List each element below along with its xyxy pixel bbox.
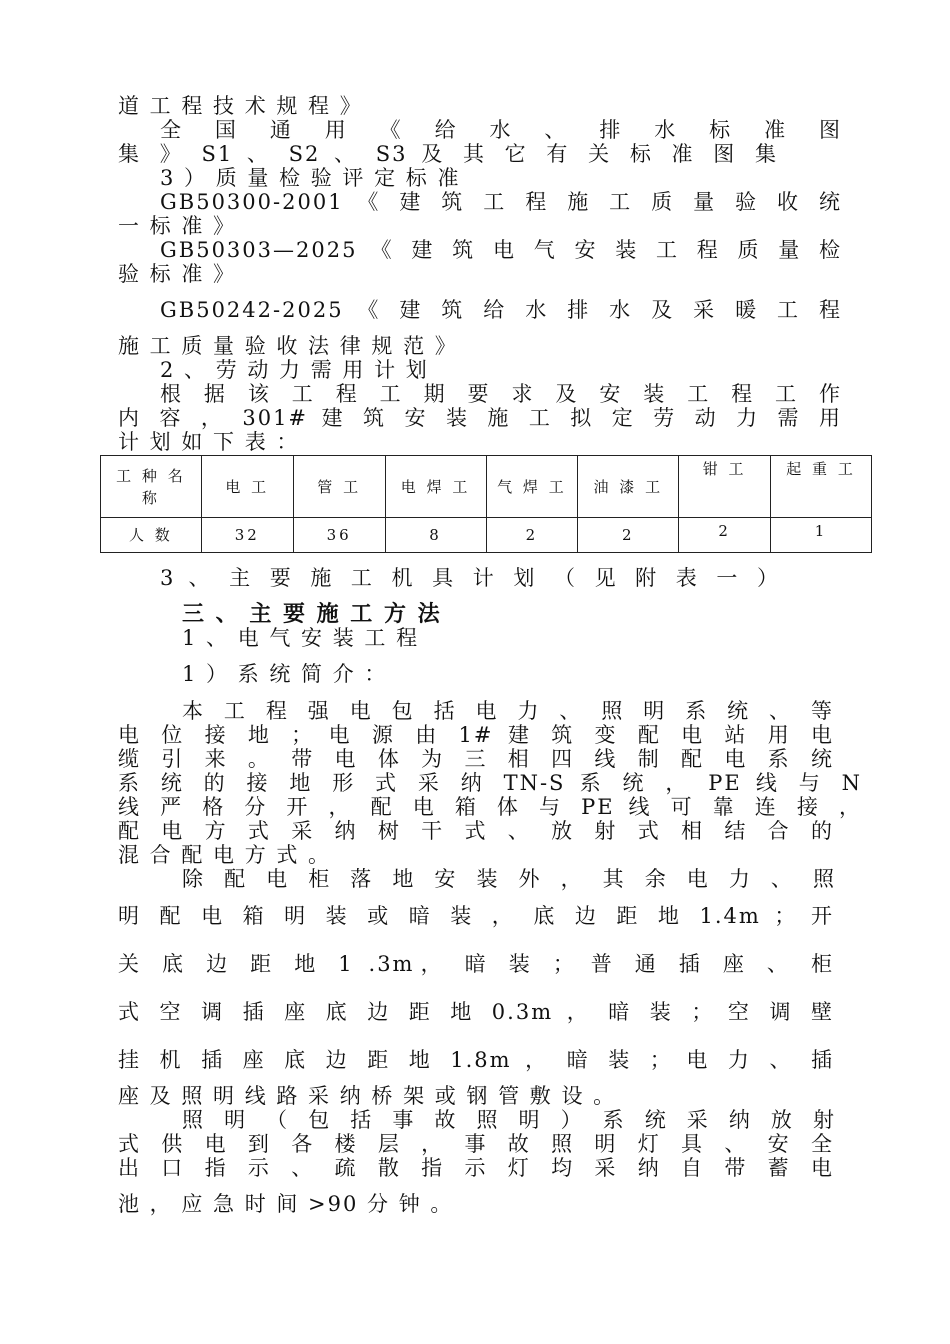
table-header-cell: 起 重 工 <box>771 456 872 518</box>
text-line: 照 明 （ 包 括 事 故 照 明 ） 系 统 采 纳 放 射 <box>182 1108 836 1132</box>
text-line: 缆 引 来 。 带 电 体 为 三 相 四 线 制 配 电 系 统 <box>118 747 834 771</box>
text-line: 3 、 主 要 施 工 机 具 计 划 （ 见 附 表 一 ） <box>160 566 780 590</box>
text-line: 座 及 照 明 线 路 采 纳 桥 架 或 钢 管 敷 设 。 <box>118 1084 617 1108</box>
section-heading: 三 、 主 要 施 工 方 法 <box>182 601 442 627</box>
text-line: 配 电 方 式 采 纳 树 干 式 、 放 射 式 相 结 合 的 <box>118 819 834 843</box>
text-line: 根 据 该 工 程 工 期 要 求 及 安 装 工 程 工 作 <box>160 382 842 406</box>
text-line: 1 ） 系 统 简 介 ： <box>182 662 388 686</box>
text-line: 集 》 S1 、 S2 、 S3 及 其 它 有 关 标 准 图 集 <box>118 142 778 166</box>
text-line: 除 配 电 柜 落 地 安 装 外 ， 其 余 电 力 、 照 <box>182 867 836 891</box>
text-line: GB50300-2001 《 建 筑 工 程 施 工 质 量 验 收 统 <box>160 190 842 214</box>
text-line: 道 工 程 技 术 规 程 》 <box>118 94 363 118</box>
table-cell: 2 <box>578 518 679 553</box>
text-line: 1 、 电 气 安 装 工 程 <box>182 626 420 650</box>
text-line: 3 ） 质 量 检 验 评 定 标 准 <box>160 166 461 190</box>
text-line: 本 工 程 强 电 包 括 电 力 、 照 明 系 统 、 等 <box>182 699 834 723</box>
text-line: GB50303—2025 《 建 筑 电 气 安 装 工 程 质 量 检 <box>160 238 842 262</box>
table-header-cell: 工 种 名 称 <box>101 456 202 518</box>
text-line: 施 工 质 量 验 收 法 律 规 范 》 <box>118 334 458 358</box>
table-header-cell: 电 工 <box>201 456 293 518</box>
text-line: 电 位 接 地 ； 电 源 由 1# 建 筑 变 配 电 站 用 电 <box>118 723 834 747</box>
table-header-cell: 电 焊 工 <box>385 456 486 518</box>
text-line: 挂 机 插 座 底 边 距 地 1.8m ， 暗 装 ； 电 力 、 插 <box>118 1048 834 1072</box>
text-line: 计 划 如 下 表 ： <box>118 430 300 454</box>
table-header-row <box>101 456 872 518</box>
text-line: GB50242-2025 《 建 筑 给 水 排 水 及 采 暖 工 程 <box>160 298 842 322</box>
table-header-cell: 气 焊 工 <box>486 456 578 518</box>
text-line: 式 供 电 到 各 楼 层 ， 事 故 照 明 灯 具 、 安 全 <box>118 1132 834 1156</box>
table-cell: 2 <box>486 518 578 553</box>
text-line: 式 空 调 插 座 底 边 距 地 0.3m ， 暗 装 ； 空 调 壁 <box>118 1000 834 1024</box>
text-line: 系 统 的 接 地 形 式 采 纳 TN-S 系 统 ， PE 线 与 N <box>118 771 862 795</box>
table-cell: 人 数 <box>101 518 202 553</box>
labor-plan-table <box>100 455 872 553</box>
text-line: 池 ， 应 急 时 间 >90 分 钟 。 <box>118 1192 454 1216</box>
table-header-cell: 钳 工 <box>679 456 771 518</box>
table-cell: 32 <box>201 518 293 553</box>
text-line: 关 底 边 距 地 1 .3m， 暗 装 ； 普 通 插 座 、 柜 <box>118 952 834 976</box>
table-cell: 36 <box>293 518 385 553</box>
table-row <box>101 518 872 553</box>
text-line: 内 容 ， 301# 建 筑 安 装 施 工 拟 定 劳 动 力 需 用 <box>118 406 842 430</box>
table-cell: 2 <box>679 518 771 553</box>
text-line: 明 配 电 箱 明 装 或 暗 装 ， 底 边 距 地 1.4m ； 开 <box>118 904 834 928</box>
text-line: 验 标 准 》 <box>118 262 237 286</box>
text-line: 线 严 格 分 开 ， 配 电 箱 体 与 PE 线 可 靠 连 接 ， <box>118 795 862 819</box>
text-line: 全 国 通 用 《 给 水 、 排 水 标 准 图 <box>160 118 842 142</box>
text-line: 一 标 准 》 <box>118 214 237 238</box>
text-line: 2 、 劳 动 力 需 用 计 划 <box>160 358 429 382</box>
table-header-cell: 油 漆 工 <box>578 456 679 518</box>
table-cell: 8 <box>385 518 486 553</box>
table-cell: 1 <box>771 518 872 553</box>
text-line: 出 口 指 示 、 疏 散 指 示 灯 均 采 纳 自 带 蓄 电 <box>118 1156 834 1180</box>
table-header-cell: 管 工 <box>293 456 385 518</box>
text-line: 混 合 配 电 方 式 。 <box>118 843 332 867</box>
